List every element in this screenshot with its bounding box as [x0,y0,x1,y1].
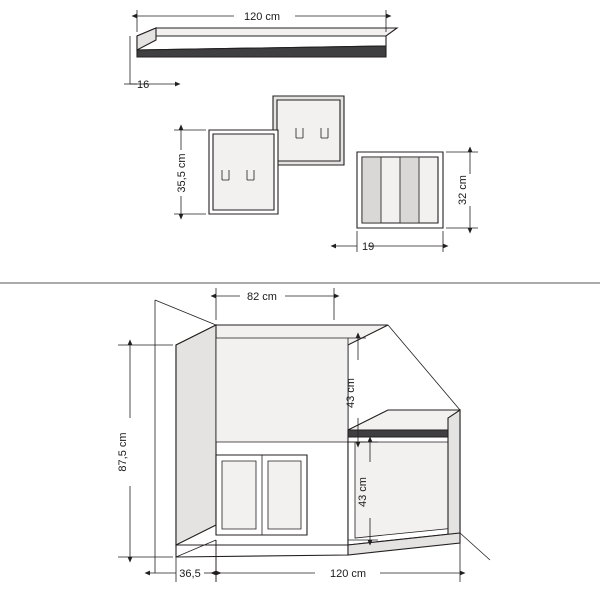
dim-label-top-width: 82 cm [247,291,277,303]
dim-label-shelf-width: 120 cm [243,11,281,23]
dim-label-base-depth: 36,5 [179,568,201,580]
dim-label-cabinet-depth: 19 [362,241,375,253]
dim-cabinet-depth [336,231,443,253]
coat-panel-left-part [209,130,278,214]
dim-top-width [216,288,334,320]
dim-label-shelf-depth: 16 [137,79,150,91]
wall-shelf-part [137,28,397,57]
dim-total-height [117,345,173,557]
dim-panel-height [174,130,206,214]
dim-label-lower-door-height: 43 cm [357,477,369,507]
dim-label-cabinet-height: 32 cm [457,175,469,205]
coat-panel-right-part [273,96,344,165]
dim-label-total-height: 87,5 cm [117,432,129,472]
dim-label-upper-door-height: 43 cm [345,378,357,408]
dim-label-panel-height: 35,5 cm [176,153,188,193]
wall-cabinet-part [357,152,443,228]
dim-cabinet-height [446,152,478,228]
dim-label-base-width: 120 cm [329,568,367,580]
